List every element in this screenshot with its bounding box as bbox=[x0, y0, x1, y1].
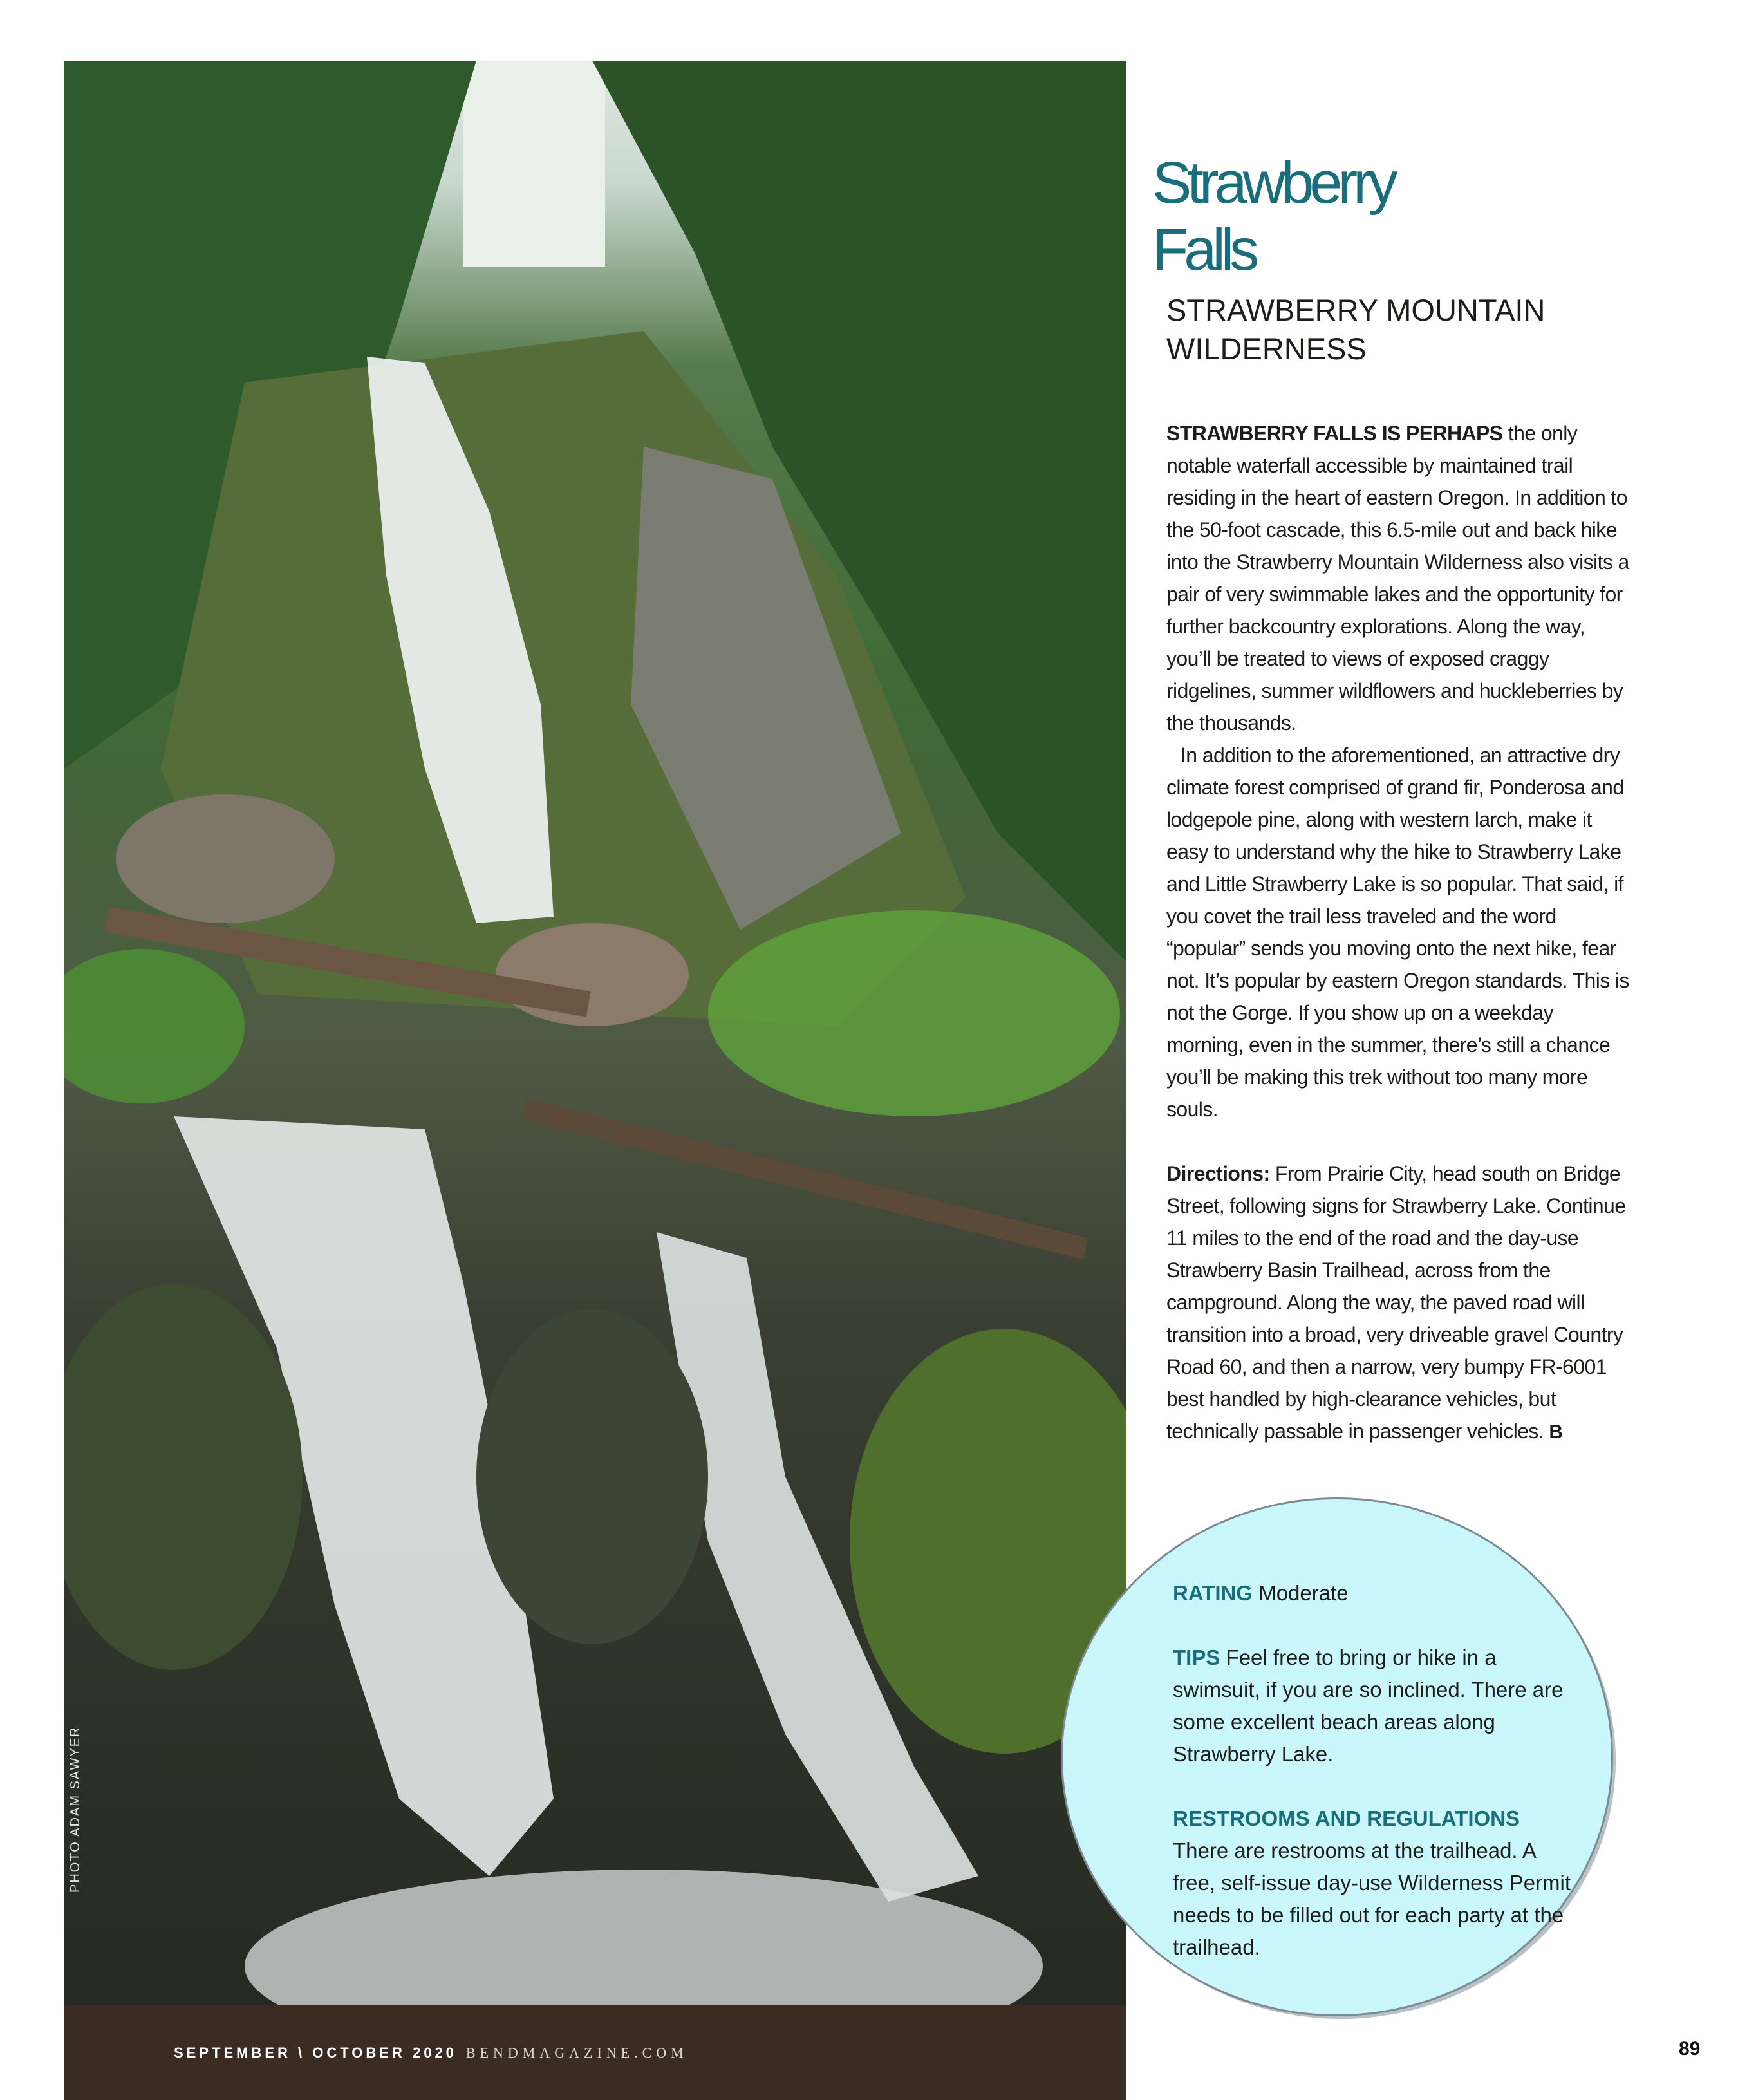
body-paragraph: In addition to the aforementioned, an attractive dry climate forest comprised of grand fir, Ponderosa and lodgepole pine, along with western larch, make it easy to understand why the hike to Strawberry Lake and Little Strawberry Lake is so popular. That said, if you covet the trail less traveled and the word “popular” sends you moving onto the next hike, fear not. It’s popular by eastern Oregon standards. This is not the Gorge. If you show up on a weekday morning, even in the summer, there’s still a chance you’ll be making this trek without too many more souls. bbox=[1166, 744, 1629, 1121]
magazine-site: BENDMAGAZINE.COM bbox=[465, 2045, 688, 2061]
issue-date: SEPTEMBER \ OCTOBER 2020 bbox=[174, 2045, 457, 2061]
article-title bbox=[1152, 149, 1423, 283]
fallen-log bbox=[521, 1098, 1088, 1260]
waterfall-illustration bbox=[64, 61, 1126, 2100]
title-line: Falls bbox=[1152, 217, 1255, 283]
directions-paragraph bbox=[1166, 1158, 1630, 1448]
lead-in: STRAWBERRY FALLS IS PERHAPS bbox=[1166, 422, 1503, 445]
rating-label: RATING bbox=[1173, 1581, 1253, 1605]
rating-value: Moderate bbox=[1258, 1581, 1349, 1605]
tips-line bbox=[1173, 1642, 1572, 1770]
waterfall-photo bbox=[64, 61, 1126, 2100]
article-body bbox=[1166, 417, 1630, 1448]
boulder bbox=[116, 794, 335, 923]
info-box bbox=[1173, 1577, 1572, 1964]
sky-patch bbox=[463, 61, 605, 267]
boulder bbox=[496, 923, 689, 1026]
restrooms-label: RESTROOMS AND REGULATIONS bbox=[1173, 1806, 1520, 1830]
subtitle-line: STRAWBERRY MOUNTAIN bbox=[1166, 293, 1546, 327]
restrooms-heading bbox=[1173, 1803, 1572, 1835]
ferns bbox=[708, 910, 1120, 1116]
photo-credit: PHOTO ADAM SAWYER bbox=[68, 1726, 82, 1893]
mossy-rock bbox=[64, 1284, 303, 1670]
page-number: 89 bbox=[1679, 2038, 1701, 2059]
ferns bbox=[64, 949, 245, 1103]
rating-line bbox=[1173, 1577, 1572, 1609]
article-subtitle bbox=[1166, 291, 1604, 368]
directions-text: From Prairie City, head south on Bridge Street, following signs for Strawberry Lake. Continue 11 miles to the end of the road and the day-use Strawberry Basin Trailhead, across from the campground. Along the way, the paved road will transition into a broad, very driveable gravel Country Road 60, and then a narrow, very bumpy FR-6001 best handled by high-clearance vehicles, but technically passable in passenger vehicles. bbox=[1166, 1162, 1626, 1443]
paragraph-text: the only notable waterfall accessible by maintained trail residing in the heart of eastern Oregon. In addition to the 50-foot cascade, this 6.5-mile out and back hike into the Strawberry Mountain Wilderness also visits a pair of very swimmable lakes and the opportunity for further backcountry explorations. Along the way, you’ll be treated to views of exposed craggy ridgelines, summer wildflowers and huckleberries by the thousands. bbox=[1166, 422, 1629, 735]
end-mark-icon: B bbox=[1549, 1421, 1562, 1443]
mossy-rock bbox=[476, 1309, 708, 1644]
tips-label: TIPS bbox=[1173, 1645, 1220, 1669]
subtitle-line: WILDERNESS bbox=[1166, 332, 1367, 366]
body-paragraph bbox=[1166, 417, 1630, 739]
tips-text: Feel free to bring or hike in a swimsuit, if you are so inclined. There are some excellent beach areas along Strawberry Lake. bbox=[1173, 1645, 1564, 1766]
restrooms-text: There are restrooms at the trailhead. A free, self-issue day-use Wilderness Permit needs to be filled out for each party at the trailhead. bbox=[1173, 1839, 1571, 1959]
directions-label: Directions: bbox=[1166, 1162, 1270, 1185]
issue-footer bbox=[174, 2045, 688, 2061]
title-line: Strawberry bbox=[1152, 150, 1394, 216]
